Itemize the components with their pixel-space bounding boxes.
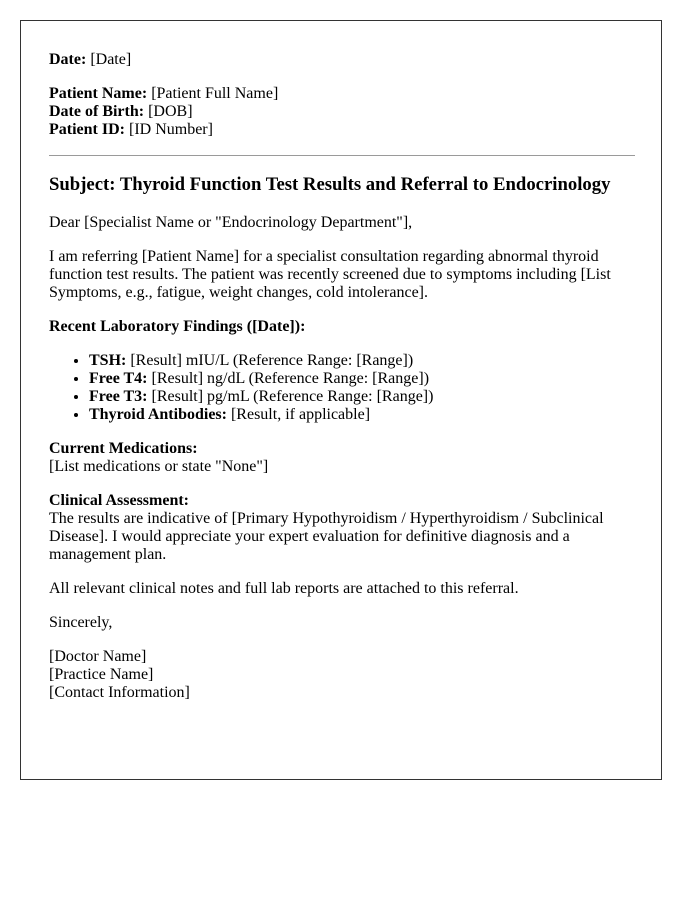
signature-practice-name: [Practice Name] — [49, 666, 154, 683]
date-value: [Date] — [90, 51, 132, 68]
list-item-free-t3 — [89, 388, 635, 406]
lab-findings-heading: Recent Laboratory Findings ([Date]): — [49, 318, 306, 335]
referral-letter — [20, 20, 662, 780]
date-label: Date: — [49, 51, 87, 68]
divider — [49, 155, 635, 156]
assessment-block — [49, 492, 635, 564]
patient-name-label: Patient Name: — [49, 85, 148, 102]
date-line — [49, 51, 635, 69]
subject-heading: Subject: Thyroid Function Test Results and Referral to Endocrinology — [49, 174, 611, 195]
assessment-value: The results are indicative of [Primary Hypothyroidism / Hyperthyroidism / Subclinical Disease]. I would appreciate your expert evaluation for definitive diagnosis and a management plan. — [49, 510, 604, 563]
free-t4-value: [Result] ng/dL (Reference Range: [Range]) — [151, 370, 430, 387]
free-t3-value: [Result] pg/mL (Reference Range: [Range]) — [151, 388, 434, 405]
signature-doctor-name: [Doctor Name] — [49, 648, 147, 665]
medications-block — [49, 440, 635, 476]
dob-value: [DOB] — [148, 103, 193, 120]
assessment-heading: Clinical Assessment: — [49, 492, 189, 509]
free-t4-label: Free T4: — [89, 370, 148, 387]
attachments-note: All relevant clinical notes and full lab reports are attached to this referral. — [49, 580, 519, 597]
patient-id-value: [ID Number] — [128, 121, 213, 138]
medications-heading: Current Medications: — [49, 440, 198, 457]
list-item-thyroid-antibodies — [89, 406, 635, 424]
list-item-tsh — [89, 352, 635, 370]
dob-label: Date of Birth: — [49, 103, 145, 120]
signature-contact-info: [Contact Information] — [49, 684, 190, 701]
list-item-free-t4 — [89, 370, 635, 388]
patient-info-block — [49, 85, 635, 139]
lab-findings-list — [49, 352, 635, 424]
closing: Sincerely, — [49, 614, 113, 631]
thyroid-antibodies-value: [Result, if applicable] — [230, 406, 371, 423]
tsh-label: TSH: — [89, 352, 127, 369]
patient-name-value: [Patient Full Name] — [151, 85, 279, 102]
intro-paragraph: I am referring [Patient Name] for a specialist consultation regarding abnormal thyroid function test results. The patient was recently screened due to symptoms including [List Symptoms, e.g., fatigue, weight changes, cold intolerance]. — [49, 248, 611, 301]
salutation: Dear [Specialist Name or "Endocrinology Department"], — [49, 214, 413, 231]
thyroid-antibodies-label: Thyroid Antibodies: — [89, 406, 227, 423]
free-t3-label: Free T3: — [89, 388, 148, 405]
signature-block — [49, 648, 635, 702]
patient-id-label: Patient ID: — [49, 121, 125, 138]
medications-value: [List medications or state "None"] — [49, 458, 269, 475]
tsh-value: [Result] mIU/L (Reference Range: [Range]) — [130, 352, 414, 369]
